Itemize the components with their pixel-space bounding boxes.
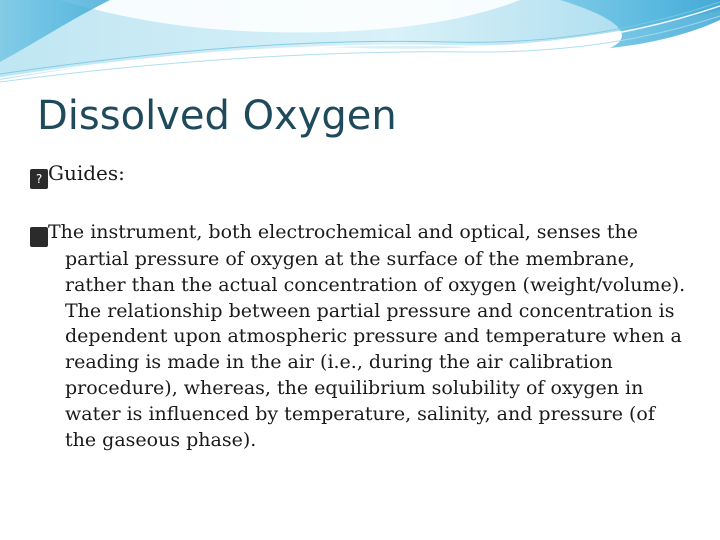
bullet-marker-icon: ?	[30, 169, 48, 189]
wave-header-decoration	[0, 0, 720, 90]
bullet-marker-icon: ?	[30, 227, 48, 247]
bullet-item-instrument	[17, 220, 690, 453]
bullet-paragraph	[17, 220, 690, 453]
slide-title: Dissolved Oxygen	[37, 93, 397, 139]
bullet-text: Guides:	[48, 161, 125, 185]
bullet-item-guides	[30, 160, 690, 189]
bullet-text: The instrument, both electrochemical and optical, senses the partial pressure of oxygen at the surface of the membrane, rather than the actual concentration of oxygen (weight/volume). The relationship between partial pressure and concentration is dependent upon atmospheric pressure and temperature when a reading is made in the air (i.e., during the air calibration procedure), whereas, the equilibrium solubility of oxygen in water is influenced by temperature, salinity, and pressure (of the gaseous phase).	[48, 221, 686, 451]
